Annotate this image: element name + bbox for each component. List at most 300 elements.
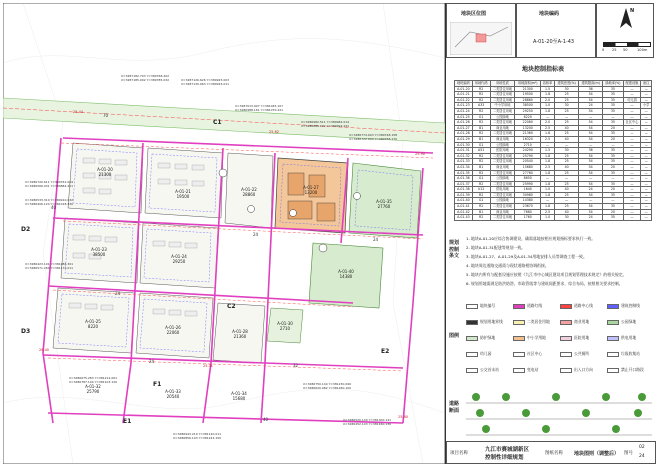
table-cell: 25 xyxy=(555,204,579,210)
table-header-cell: 容积率 xyxy=(541,81,555,87)
width-label: 24 xyxy=(149,359,155,364)
legend-item xyxy=(513,303,542,309)
drawing-label: 图纸名称 xyxy=(545,451,563,456)
info-panel xyxy=(445,3,656,464)
coord-label: X=3286566.031 Y=380884.221 xyxy=(25,184,74,188)
block-label: 25790 xyxy=(86,389,100,394)
table-cell: — xyxy=(623,198,641,204)
legend-swatch xyxy=(466,320,478,325)
table-cell: — xyxy=(541,114,555,120)
table-cell: 小学 xyxy=(641,103,652,109)
table-cell: 2710 xyxy=(515,142,541,148)
block-label: 21360 xyxy=(233,334,247,339)
block-label: A-01-21 xyxy=(175,189,191,194)
coord-label: X=3286406.124 Y=381018.230 xyxy=(25,202,74,206)
table-cell: A-01-43 xyxy=(455,215,473,221)
table-cell: — xyxy=(641,159,652,165)
table-cell: — xyxy=(579,114,603,120)
scale-label: 0 xyxy=(602,48,605,52)
table-header-cell: 备注 xyxy=(641,81,652,87)
table-cell: A-01-24 xyxy=(455,108,473,114)
table-cell: 54 xyxy=(579,181,603,187)
elev-label: 26.40 xyxy=(39,348,50,352)
table-cell: 40 xyxy=(555,136,579,142)
legend-swatch xyxy=(607,304,619,309)
table-cell: 36 xyxy=(579,148,603,154)
table-cell: B1 xyxy=(472,164,490,170)
table-cell: A-01-27 xyxy=(455,125,473,131)
table-cell: 1.0 xyxy=(541,103,555,109)
table-cell: 23670 xyxy=(515,204,541,210)
table-cell: R2 xyxy=(472,131,490,137)
elev-label: 25.62 xyxy=(269,130,280,134)
table-cell: A-01-32 xyxy=(455,153,473,159)
table-cell: 36 xyxy=(579,86,603,92)
table-cell: — xyxy=(623,204,641,210)
table-cell: 30980 xyxy=(515,192,541,198)
table-cell: 1.8 xyxy=(541,92,555,98)
scale-label: 50 xyxy=(623,48,628,52)
location-mini-map xyxy=(450,22,512,55)
table-cell: 35 xyxy=(603,148,623,154)
table-cell: 二类居住用地 xyxy=(490,204,515,210)
road-mark: E2 xyxy=(381,348,390,355)
block-label: 15680 xyxy=(232,396,246,401)
table-cell: G1 xyxy=(472,176,490,182)
table-cell: 二类居住用地 xyxy=(490,170,515,176)
legend-label: 出入口方向 xyxy=(574,367,593,372)
north-letter: N xyxy=(630,8,635,14)
legend-item xyxy=(560,303,593,309)
coord-label: X=3287130.963 Y=380925.011 xyxy=(181,82,230,86)
table-cell: 54 xyxy=(579,125,603,131)
table-cell: 40 xyxy=(555,164,579,170)
drawing-name: 地块图则（调整后） xyxy=(574,451,620,457)
table-cell: G1 xyxy=(472,114,490,120)
table-cell: 54 xyxy=(579,92,603,98)
table-cell: 8220 xyxy=(515,114,541,120)
table-cell: 8650 xyxy=(515,176,541,182)
table-cell: — xyxy=(623,215,641,221)
table-cell: 2.0 xyxy=(541,120,555,126)
table-cell: A-01-34 xyxy=(455,164,473,170)
table-cell: 25 xyxy=(555,131,579,137)
table-cell: A-01-23 xyxy=(455,103,473,109)
table-cell: — xyxy=(623,103,641,109)
table-cell: 25 xyxy=(555,181,579,187)
table-cell: — xyxy=(641,108,652,114)
rule-item: 1. 地块A-01-20应综合协调建设，确需落地按相应规划指标要求执行一致。 xyxy=(466,236,596,241)
table-cell: 二类居住用地 xyxy=(490,108,515,114)
table-cell: — xyxy=(641,97,652,103)
legend-item xyxy=(466,351,491,357)
coord-label: X=3287185.092 Y=380785.032 xyxy=(121,78,170,82)
project-name-line1: 九江市赛城湖新区 xyxy=(485,447,530,453)
table-cell: A-01-35 xyxy=(455,170,473,176)
block-code-box xyxy=(516,3,596,58)
north-scale-box xyxy=(596,3,654,58)
table-cell: A-01-26 xyxy=(455,120,473,126)
table-cell: 中小学用地 xyxy=(490,103,515,109)
legend-item xyxy=(513,319,550,325)
table-cell: 30 xyxy=(555,215,579,221)
table-cell: 16320 xyxy=(515,136,541,142)
coord-label: X=3286988.161 Y=381070.221 xyxy=(235,108,284,112)
control-table xyxy=(454,80,652,221)
table-cell: 21300 xyxy=(515,86,541,92)
table-cell: 公园绿地 xyxy=(490,114,515,120)
table-cell: 22060 xyxy=(515,120,541,126)
legend-swatch xyxy=(607,320,619,325)
table-cell: A-01-36 xyxy=(455,176,473,182)
table-cell: — xyxy=(623,125,641,131)
coord-label: X=3286982.511 Y=380982.014 xyxy=(301,120,350,124)
block-label: A-01-24 xyxy=(171,254,187,259)
table-cell: — xyxy=(641,142,652,148)
table-cell: — xyxy=(603,198,623,204)
table-cell: 25790 xyxy=(515,153,541,159)
table-cell: 24 xyxy=(579,215,603,221)
table-cell: A-01-25 xyxy=(455,114,473,120)
table-cell: — xyxy=(623,209,641,215)
table-cell: 54 xyxy=(579,131,603,137)
legend-item xyxy=(607,335,636,341)
table-cell: R2 xyxy=(472,215,490,221)
table-cell: 二类居住用地 xyxy=(490,153,515,159)
legend-item xyxy=(466,303,495,309)
table-cell: 14380 xyxy=(515,198,541,204)
legend-label: 地块编号 xyxy=(480,303,496,308)
table-cell: — xyxy=(579,198,603,204)
table-cell: — xyxy=(641,86,652,92)
table-cell: 1.8 xyxy=(541,170,555,176)
block-label: A-01-23 xyxy=(91,247,107,252)
table-cell: — xyxy=(623,159,641,165)
table-cell: — xyxy=(641,136,652,142)
table-cell: — xyxy=(579,142,603,148)
table-cell: R2 xyxy=(472,192,490,198)
table-cell: 54 xyxy=(579,159,603,165)
table-cell: 30 xyxy=(555,148,579,154)
width-label: 24 xyxy=(253,232,259,237)
legend-swatch xyxy=(560,352,572,357)
block-label: 38500 xyxy=(92,252,106,257)
bus-station-icon xyxy=(248,206,255,213)
scale-label: 25 xyxy=(612,48,617,52)
block-label: A-01-32 xyxy=(85,384,101,389)
table-cell: A51 xyxy=(472,148,490,154)
legend-swatch xyxy=(466,352,478,357)
toilet-icon xyxy=(354,193,361,200)
legend-label: 供电用地 xyxy=(621,335,637,340)
table-cell: — xyxy=(623,164,641,170)
table-cell: 25 xyxy=(555,92,579,98)
table-cell: — xyxy=(641,204,652,210)
table-cell: — xyxy=(641,215,652,221)
table-cell: — xyxy=(641,92,652,98)
legend-item xyxy=(466,335,495,341)
coord-label: X=3286571.260 Y=381170.011 xyxy=(25,266,74,270)
table-cell: 1.8 xyxy=(541,153,555,159)
table-cell: 1.8 xyxy=(541,181,555,187)
table-cell: — xyxy=(641,148,652,154)
legend-item xyxy=(560,335,589,341)
block-label: A-01-28 xyxy=(232,329,248,334)
table-cell: 13200 xyxy=(515,125,541,131)
table-cell: 二类居住用地 xyxy=(490,97,515,103)
legend-label: 公共厕所 xyxy=(574,351,590,356)
legend-label: 规划用地界线 xyxy=(480,319,503,324)
legend-swatch xyxy=(513,336,525,341)
table-cell: 25 xyxy=(555,159,579,165)
block-label: 29250 xyxy=(172,259,186,264)
elev-label: 25.90 xyxy=(415,152,426,156)
table-row xyxy=(455,215,652,221)
table-cell: 商业用地 xyxy=(490,164,515,170)
legend-swatch xyxy=(513,320,525,325)
coord-label: X=3286943.210 Y=381120.011 xyxy=(173,432,222,436)
legend-swatch xyxy=(513,352,525,357)
table-cell: 30 xyxy=(555,86,579,92)
road-mark: C1 xyxy=(213,119,222,126)
table-cell: 1.0 xyxy=(541,187,555,193)
table-cell: 25990 xyxy=(515,181,541,187)
legend-label: 社区中心 xyxy=(527,351,543,356)
planning-map[interactable] xyxy=(3,3,445,464)
table-cell: — xyxy=(623,92,641,98)
table-cell: 7660 xyxy=(515,209,541,215)
elev-label: 25.80 xyxy=(398,415,409,419)
table-header-cell: 建筑密度(%) xyxy=(555,81,579,87)
block-label: 8220 xyxy=(87,324,99,329)
legend-label: 二类居住用地 xyxy=(527,319,550,324)
table-cell: — xyxy=(623,192,641,198)
table-cell: 二类居住用地 xyxy=(490,92,515,98)
table-header-cell: 配建设施 xyxy=(623,81,641,87)
table-cell: 24 xyxy=(579,103,603,109)
coord-label: X=3286533.310 Y=380910.032 xyxy=(25,198,74,202)
table-cell: 25 xyxy=(555,153,579,159)
legend-item xyxy=(513,335,546,341)
coord-label: X=3286774.043 Y=380748.158 xyxy=(349,133,398,137)
rule-item: 5. 地块内所有与配套设施应按照《九江市中心城区建设项目规划管理技术规定》的相关规定。 xyxy=(466,272,627,277)
table-cell: R2 xyxy=(472,159,490,165)
table-cell: — xyxy=(641,125,652,131)
table-cell: 54 xyxy=(579,153,603,159)
legend-label: 商业用地 xyxy=(574,319,590,324)
table-cell: 1.8 xyxy=(541,108,555,114)
coord-label: X=3286886.102 Y=380992.241 xyxy=(301,124,350,128)
coord-label: X=3287013.907 Y=381045.107 xyxy=(235,104,284,108)
legend-label: 道路红线 xyxy=(527,303,543,308)
road-mark: E1 xyxy=(123,418,132,425)
table-cell: 54 xyxy=(579,170,603,176)
legend-item xyxy=(560,319,589,325)
block-label: 22060 xyxy=(166,330,180,335)
table-cell: A-01-40 xyxy=(455,198,473,204)
table-cell: — xyxy=(541,198,555,204)
table-cell: 35 xyxy=(603,159,623,165)
table-cell: R2 xyxy=(472,97,490,103)
legend-label: 变电站 xyxy=(527,367,539,372)
rule-item: 2. 地块A-01-31配建等规划一致。 xyxy=(466,245,526,250)
table-cell: — xyxy=(541,176,555,182)
block-label: 14380 xyxy=(339,274,353,279)
table-cell: 29250 xyxy=(515,108,541,114)
table-cell: 商业用地 xyxy=(490,125,515,131)
table-cell: — xyxy=(541,142,555,148)
table-cell: 2.5 xyxy=(541,209,555,215)
legend-item xyxy=(607,303,640,309)
legend-label: 医院用地 xyxy=(574,335,590,340)
legend-label: 垃圾收集站 xyxy=(621,351,640,356)
coord-label: X=3286620.082 Y=381260.100 xyxy=(303,386,352,390)
table-cell: 二类居住用地 xyxy=(490,181,515,187)
table-cell: B1 xyxy=(472,136,490,142)
legend-item xyxy=(607,367,644,373)
legend-label: 公交首末站 xyxy=(480,367,499,372)
table-cell: 35 xyxy=(603,215,623,221)
legend-swatch xyxy=(607,336,619,341)
table-cell: 1.8 xyxy=(541,131,555,137)
block-label: A-01-30 xyxy=(277,321,293,326)
table-cell: 25 xyxy=(555,192,579,198)
table-cell: 54 xyxy=(579,192,603,198)
legend-label: 防护绿地 xyxy=(480,335,496,340)
table-cell: 40 xyxy=(555,187,579,193)
table-cell: — xyxy=(603,142,623,148)
table-cell: A-01-22 xyxy=(455,97,473,103)
table-cell: — xyxy=(641,181,652,187)
rule-item: 3. 地块A-01-27、A-01-29及A-01-34用地安排人员等调查工程一致。 xyxy=(466,254,587,259)
table-cell: A-01-37 xyxy=(455,181,473,187)
table-cell: — xyxy=(623,86,641,92)
table-cell: 20 xyxy=(603,209,623,215)
table-cell: 2.5 xyxy=(541,136,555,142)
sheet-total: 24 xyxy=(639,454,645,459)
table-cell: — xyxy=(641,114,652,120)
table-cell: 商业用地 xyxy=(490,136,515,142)
coord-label: X=3286720.611 Y=380761.004 xyxy=(25,180,74,184)
table-cell: A-01-29 xyxy=(455,136,473,142)
legend-label: 禁止开口路段 xyxy=(621,367,644,372)
table-cell: 30 xyxy=(555,103,579,109)
table-cell: A-01-21 xyxy=(455,92,473,98)
legend-item xyxy=(607,351,640,357)
table-cell: R2 xyxy=(472,86,490,92)
table-cell: — xyxy=(555,114,579,120)
table-cell: A-01-30 xyxy=(455,142,473,148)
legend-swatch xyxy=(513,368,525,373)
table-cell: 27760 xyxy=(515,170,541,176)
table-cell: B1 xyxy=(472,209,490,215)
table-cell: 20 xyxy=(603,187,623,193)
table-cell: 28860 xyxy=(515,97,541,103)
block-label: A-01-20 xyxy=(97,167,113,172)
table-cell: 1760 xyxy=(515,215,541,221)
legend-swatch xyxy=(466,304,478,309)
elev-label: 25.31 xyxy=(203,364,214,368)
table-header-cell: 用地性质 xyxy=(490,81,515,87)
elev-label: 25.44 xyxy=(73,110,84,114)
block-label: A-01-33 xyxy=(165,389,181,394)
table-cell: 幼儿园 xyxy=(623,97,641,103)
table-header-cell: 建筑限高(m) xyxy=(579,81,603,87)
legend-item xyxy=(513,367,538,373)
block-code-title: 地块编码 xyxy=(539,11,560,17)
table-cell: — xyxy=(623,148,641,154)
legend-swatch xyxy=(560,304,572,309)
table-cell: 40 xyxy=(555,209,579,215)
block-label: A-01-34 xyxy=(231,391,247,396)
table-cell: 1.8 xyxy=(541,192,555,198)
table-cell: A-01-38 xyxy=(455,187,473,193)
table-cell: — xyxy=(555,176,579,182)
table-cell: 35 xyxy=(603,92,623,98)
table-cell: 25 xyxy=(555,120,579,126)
table-cell: — xyxy=(555,198,579,204)
table-cell: A-01-31 xyxy=(455,148,473,154)
table-cell: A-01-39 xyxy=(455,192,473,198)
table-cell: 54 xyxy=(579,136,603,142)
table-cell: A33 xyxy=(472,103,490,109)
table-cell: 40 xyxy=(555,125,579,131)
legend-swatch xyxy=(560,320,572,325)
table-cell: 医院用地 xyxy=(490,148,515,154)
table-cell: 1.8 xyxy=(541,159,555,165)
road-mark: C2 xyxy=(227,303,236,310)
coord-label: X=3286722.044 Y=380758.170 xyxy=(349,137,398,141)
table-cell: 1.5 xyxy=(541,148,555,154)
legend-item xyxy=(513,351,542,357)
table-cell: 二类居住用地 xyxy=(490,192,515,198)
table-cell: 1.5 xyxy=(541,86,555,92)
rule-item: 4. 地块周边道路交通需与现状道路相协调衔接。 xyxy=(466,263,549,268)
legend-label: 公园绿地 xyxy=(621,319,637,324)
block-label: 27760 xyxy=(377,204,391,209)
coord-label: X=3286452.103 Y=381160.130 xyxy=(343,422,392,426)
table-cell: — xyxy=(641,187,652,193)
width-label: 40 xyxy=(263,417,269,422)
table-cell: 35 xyxy=(603,192,623,198)
table-header-cell: 用地代码 xyxy=(472,81,490,87)
table-cell: R2 xyxy=(472,181,490,187)
table-cell: 1640 xyxy=(515,187,541,193)
project-name-line2: 控制性详细规划 xyxy=(485,455,524,461)
table-cell: — xyxy=(623,187,641,193)
width-label: 24 xyxy=(373,237,379,242)
table-cell: G1 xyxy=(472,142,490,148)
sheet-number: 02 xyxy=(639,445,645,450)
table-cell: R2 xyxy=(472,153,490,159)
block-label: 28860 xyxy=(242,192,256,197)
block-label: A-01-27 xyxy=(303,185,319,190)
coord-label: X=3286520.140 Y=381300.141 xyxy=(343,418,392,422)
table-cell: 54 xyxy=(579,120,603,126)
table-cell: R2 xyxy=(472,170,490,176)
road-mark: F1 xyxy=(153,381,162,388)
legend-swatch xyxy=(607,368,619,373)
table-cell: 38500 xyxy=(515,103,541,109)
legend-swatch xyxy=(560,368,572,373)
coord-label: X=3286787.104 Y=381103.120 xyxy=(69,380,118,384)
table-cell: 二类居住用地 xyxy=(490,159,515,165)
table-cell: 54 xyxy=(579,108,603,114)
table-cell: 35 xyxy=(603,170,623,176)
table-cell: 25 xyxy=(555,170,579,176)
table-cell: 二类居住用地 xyxy=(490,215,515,221)
table-cell: 15680 xyxy=(515,164,541,170)
